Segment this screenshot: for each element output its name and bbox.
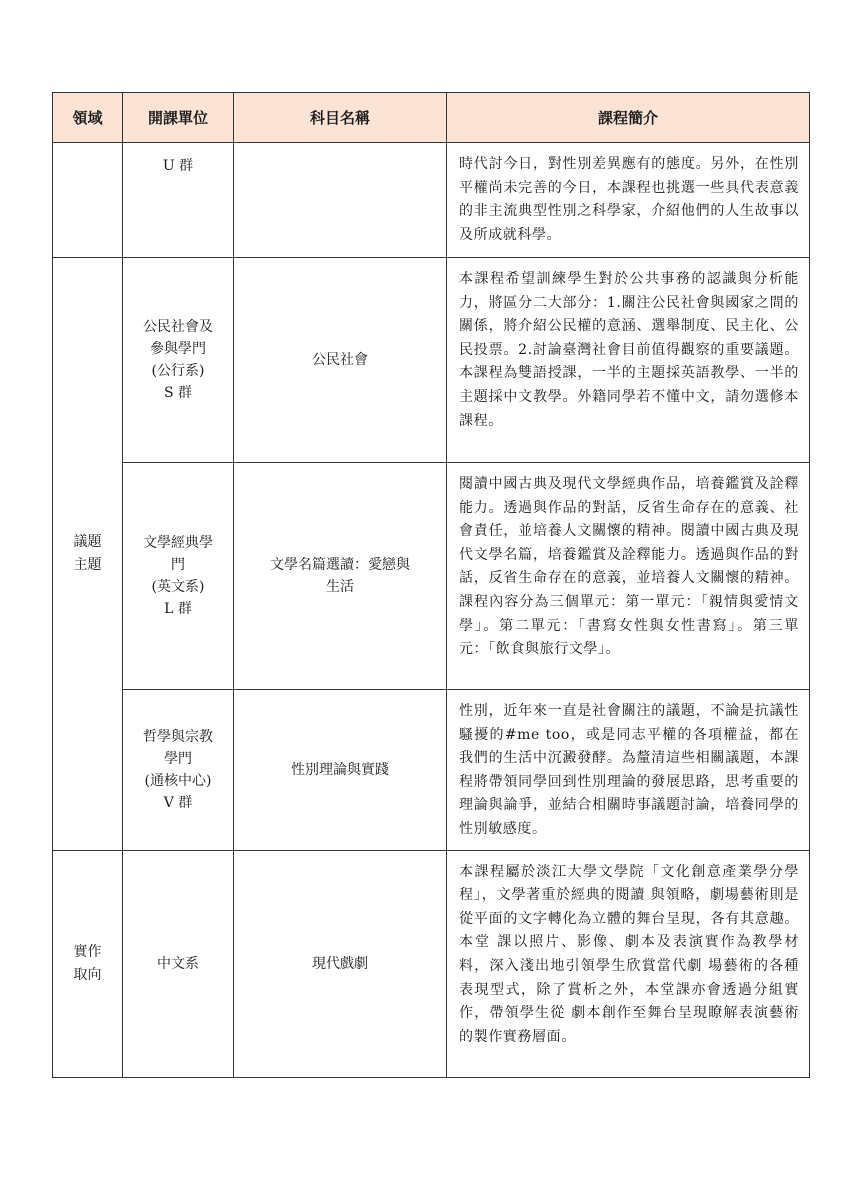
subject-cell: 公民社會 [234, 258, 447, 463]
domain-cell [53, 258, 123, 851]
domain-cell [53, 850, 123, 1077]
unit-line: U 群 [162, 158, 194, 174]
course-table [52, 92, 810, 1078]
intro-cell: 本課程屬於淡江大學文學院「文化創意產業學分學程」，文學著重於經典的閱讀 與領略，劇場藝術則是從平面的文字轉化為立體的舞台呈現，各有其意趣。本堂 課以照片、影像、劇本及表演實作為教學材料，深入淺出地引領學生欣賞當代劇 場藝術的各種表現型式，除了賞析之外，本堂課亦會透過分組實作，帶領學生從 劇本創作至舞台呈現瞭解表演藝術的製作實務層面。 [447, 850, 810, 1077]
unit-cell [123, 463, 234, 690]
header-intro: 課程簡介 [447, 93, 810, 143]
unit-cell [123, 143, 234, 258]
unit-line: 參與學門 [150, 341, 206, 357]
domain-line: 主題 [73, 556, 102, 573]
intro-cell: 時代討今日，對性別差異應有的態度。另外，在性別平權尚未完善的今日，本課程也挑選一些具代表意義的非主流典型性別之科學家，介紹他們的人生故事以及所成就科學。 [447, 143, 810, 258]
table-row [53, 143, 810, 258]
intro-cell: 閱讀中國古典及現代文學經典作品，培養鑑賞及詮釋能力。透過與作品的對話，反省生命存在的意義、社會責任，並培養人文關懷的精神。閱讀中國古典及現代文學名篇，培養鑑賞及詮釋能力。透過與作品的對話，反省生命存在的意義，並培養人文關懷的精神。課程內容分為三個單元：第一單元：「親情與愛情文學」。第二單元：「書寫女性與女性書寫」。第三單元：「飲食與旅行文學」。 [447, 463, 810, 690]
intro-cell: 性別，近年來一直是社會關注的議題，不論是抗議性騷擾的#me too，或是同志平權的各項權益，都在我們的生活中沉澱發酵。為釐清這些相關議題，本課程將帶領同學回到性別理論的發展思路，思考重要的理論與論爭，並結合相關時事議題討論，培養同學的性別敏感度。 [447, 690, 810, 851]
unit-line: (通核中心) [144, 772, 212, 789]
unit-cell [123, 690, 234, 851]
header-subject: 科目名稱 [234, 93, 447, 143]
header-row [53, 93, 810, 143]
unit-cell: 中文系 [123, 850, 234, 1077]
header-unit: 開課單位 [123, 93, 234, 143]
subject-cell [234, 143, 447, 258]
subject-line: 生活 [326, 579, 354, 595]
unit-line: (公行系) [151, 363, 205, 379]
unit-line: 學門 [164, 750, 192, 767]
intro-cell: 本課程希望訓練學生對於公共事務的認識與分析能力，將區分二大部分：1.關注公民社會與國家之間的關係，將介紹公民權的意涵、選舉制度、民主化、公民投票。2.討論臺灣社會目前值得觀察的重要議題。本課程為雙語授課，一半的主題採英語教學、一半的主題採中文教學。外籍同學若不懂中文，請勿選修本課程。 [447, 258, 810, 463]
table-row [53, 463, 810, 690]
table-row [53, 690, 810, 851]
unit-line: V 群 [163, 794, 193, 811]
subject-line: 文學名篇選讀：愛戀與 [270, 557, 410, 573]
unit-line: L 群 [164, 601, 192, 617]
unit-cell [123, 258, 234, 463]
subject-cell [234, 463, 447, 690]
subject-cell: 現代戲劇 [234, 850, 447, 1077]
domain-line: 議題 [73, 533, 102, 550]
unit-line: (英文系) [151, 579, 205, 595]
domain-line: 實作 [73, 943, 102, 960]
table-row [53, 850, 810, 1077]
domain-cell [53, 143, 123, 258]
unit-line: 門 [171, 557, 185, 573]
domain-line: 取向 [73, 966, 102, 983]
table-row [53, 258, 810, 463]
unit-line: 哲學與宗教 [143, 728, 213, 745]
unit-line: S 群 [163, 385, 193, 401]
header-domain: 領域 [53, 93, 123, 143]
unit-line: 公民社會及 [143, 319, 213, 335]
subject-cell: 性別理論與實踐 [234, 690, 447, 851]
unit-line: 文學經典學 [143, 535, 213, 551]
